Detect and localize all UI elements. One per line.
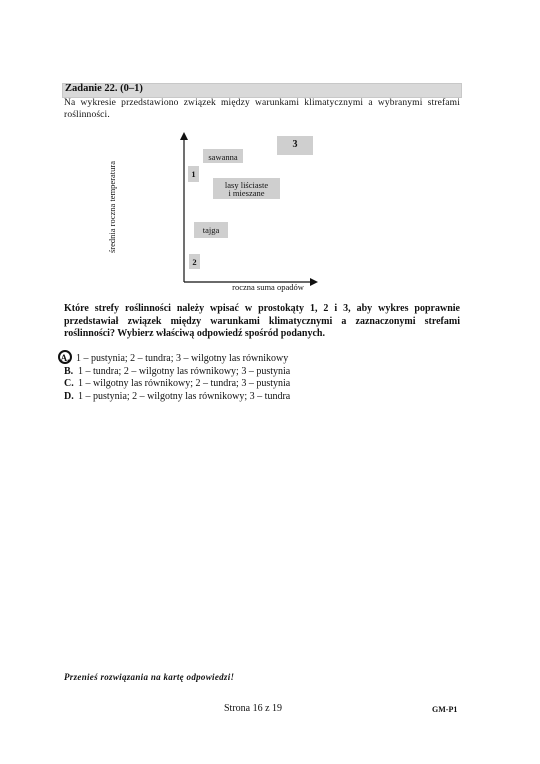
label-tajga: tajga	[202, 225, 220, 235]
y-axis-label: średnia roczna temperatura	[107, 160, 117, 254]
answer-letter-b: B.	[64, 365, 74, 377]
y-axis-arrow	[180, 132, 188, 140]
task-header-bar	[62, 83, 462, 98]
question-text: Które strefy roślinności należy wpisać w prostokąty 1, 2 i 3, aby wykres poprawnie przedstawiał związek między warunkami klimatycznymi a zaznaczonymi strefami roślinności? Wybierz właściwą odpowiedź spośród podanych.	[64, 303, 460, 339]
answer-text-b: 1 – tundra; 2 – wilgotny las równikowy; 3 – pustynia	[78, 365, 291, 377]
label-box-1: 1	[191, 169, 196, 179]
footer-note: Przenieś rozwiązania na kartę odpowiedzi!	[64, 672, 235, 682]
exam-code: GM-P1	[432, 705, 458, 714]
label-sawanna: sawanna	[208, 152, 238, 162]
page-number: Strona 16 z 19	[224, 703, 283, 714]
task-title: Zadanie 22. (0–1)	[65, 83, 143, 94]
answer-text-d: 1 – pustynia; 2 – wilgotny las równikowy; 3 – tundra	[78, 390, 291, 402]
answer-letter-d: D.	[64, 390, 74, 402]
answer-letter-c: C.	[64, 378, 74, 389]
task-intro: Na wykresie przedstawiono związek między warunkami klimatycznymi a wybranymi strefami roślinności.	[64, 98, 460, 120]
answer-letter-a: A.	[58, 350, 72, 364]
label-lasy-line-2: i mieszane	[228, 188, 265, 198]
label-lasy-line-1: lasy liściaste	[224, 180, 269, 190]
answer-text-c: 1 – wilgotny las równikowy; 2 – tundra; 3 – pustynia	[78, 378, 291, 389]
label-box-2: 2	[192, 257, 197, 267]
x-axis-label: roczna suma opadów	[232, 282, 304, 292]
label-box-3: 3	[292, 139, 298, 150]
answer-list	[60, 350, 460, 403]
answer-option-c[interactable]	[64, 378, 460, 391]
answer-option-d[interactable]	[64, 391, 460, 404]
answer-option-b[interactable]	[64, 366, 460, 379]
answer-option-a[interactable]	[60, 350, 460, 366]
answer-text-a: 1 – pustynia; 2 – tundra; 3 – wilgotny las równikowy	[76, 353, 289, 364]
